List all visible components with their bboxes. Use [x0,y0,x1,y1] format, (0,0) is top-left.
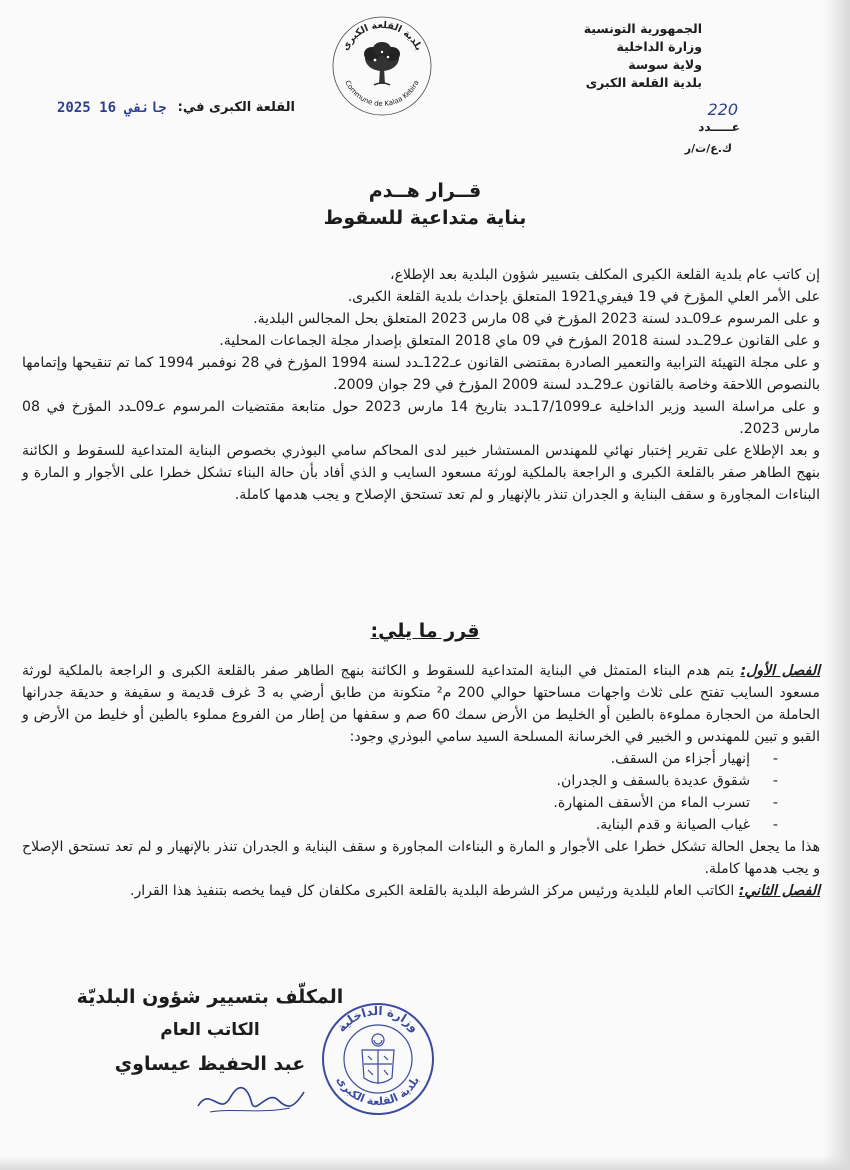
article-2-title: الفصل الثاني: [738,883,820,899]
header-line-ministry: وزارة الداخلية [616,39,702,54]
findings-list [22,748,820,836]
article-2-text: الكاتب العام للبلدية ورئيس مركز الشرطة البلدية بالقلعة الكبرى مكلفان كل فيما يخصه بتنفيذ هذا القرار. [129,883,735,899]
reference-code: ك.ع/ت/ر [684,142,732,155]
article-1 [22,660,820,748]
olive-tree-icon [364,42,400,85]
signatory-name: عبد الحفيظ عيساوي [114,1053,306,1075]
reference-number: 220 [707,100,738,119]
article-1-title: الفصل الأول: [740,663,820,679]
preamble-paragraph: إن كاتب عام بلدية القلعة الكبرى المكلف بتسيير شؤون البلدية بعد الإطلاع، [390,267,820,283]
municipality-logo [330,14,434,118]
signatory-role: الكاتب العام [160,1020,260,1040]
header-line-governorate: ولاية سوسة [628,57,702,72]
date-label: القلعة الكبرى في: [177,100,295,115]
signatory-title: المكلّف بتسيير شؤون البلديّة [76,986,344,1008]
preamble-paragraph: على الأمر العلي المؤرخ في 19 فيفري1921 المتعلق بإحداث بلدية القلعة الكبرى. [347,289,820,305]
stamp-outer-text: وزارة الداخلية [334,1003,422,1035]
decision-heading: قرر ما يلي: [370,620,480,642]
preamble [22,264,820,506]
preamble-paragraph: و على مجلة التهيئة الترابية والتعمير الصادرة بمقتضى القانون عـ122ـدد لسنة 1994 المؤرخ في 28 نوفمبر 1994 كما تم تنقيحها وإتمامها بالنصوص اللاحقة وخاصة بالقانون عـ29ـدد لسنة 2009 المؤرخ في 29 جوان 2009. [22,355,820,393]
logo-latin-text: Commune de Kalaa Kebira [343,79,421,109]
svg-text:وزارة الداخلية [334,1004,422,1035]
list-item: - شقوق عديدة بالسقف و الجدران. [22,770,750,792]
list-item: - إنهيار أجزاء من السقف. [22,748,750,770]
reference-label: عـــــدد [698,120,740,134]
logo-arabic-text: بلدية القلعة الكبرى [339,19,425,53]
page-edge-shadow [822,0,850,1170]
handwritten-signature [190,1078,310,1120]
stamp-inner-text: بلدية القلعة الكبرى [333,1073,423,1109]
list-item: - تسرب الماء من الأسقف المنهارة. [22,792,750,814]
articles [22,660,820,902]
document-title [0,178,850,232]
title-line-1: قــرار هــدم [368,180,482,202]
official-stamp [318,1000,438,1118]
preamble-paragraph: و على مراسلة السيد وزير الداخلية عـ17/1099ـدد بتاريخ 14 مارس 2023 حول متابعة مقتضيات المرسوم عـ09ـدد المؤرخ في 08 مارس 2023. [22,399,820,437]
article-1-text: يتم هدم البناء المتمثل في البناية المتداعية للسقوط و الكائنة بنهج الطاهر صفر بالقلعة الكبرى و الراجعة بالملكية لورثة مسعود السايب تفتح على ثلاث واجهات مساحتها حوالي 200 م² متكونة من طابق أرضي به 3 غرف قديمة و سقيفة و حديقة جدرانها الحاملة من الحجارة مملوءة بالطين أو الخليط من الأرض سمك 60 صم و سقفها من إطار من الفروع مملوء بالطين أو خليط من الأرض و القبو و تبين للمهندس و الخبير في الخرسانة المسلحة السيد سامي البوذري وجود: [22,663,820,745]
title-line-2: بناية متداعية للسقوط [323,207,527,229]
page-bottom-shadow [0,1156,850,1170]
preamble-paragraph: و بعد الإطلاع على تقرير إختبار نهائي للمهندس المستشار خبير لدى المحاكم سامي البوذري بخصوص البناية المتداعية للسقوط و الكائنة بنهج الطاهر صفر بالقلعة الكبرى و الراجعة بالملكية لورثة مسعود السايب و الذي أفاد بأن حالة البناء تشكل خطرا على الأجوار و المارة و البناءات المجاورة و سقف البناية و الجدران تنذر بالإنهيار و لم تعد تستحق الإصلاح و يجب هدمها كاملة. [22,443,820,503]
tunisia-emblem-icon [362,1034,394,1084]
signature-block [60,980,360,1082]
preamble-paragraph: و على القانون عـ29ـدد لسنة 2018 المؤرخ في 09 ماي 2018 المتعلق بإصدار مجلة الجماعات المحلية. [219,333,820,349]
article-1-conclusion: هذا ما يجعل الحالة تشكل خطرا على الأجوار و المارة و البناءات المجاورة و سقف البناية و الجدران تنذر بالإنهيار و لم تعد تستحق الإصلاح و يجب هدمها كاملة. [22,839,820,877]
header-line-republic: الجمهورية التونسية [583,21,702,36]
header-line-municipality: بلدية القلعة الكبرى [585,75,702,90]
official-header [542,20,702,92]
preamble-paragraph: و على المرسوم عـ09ـدد لسنة 2023 المؤرخ في 08 مارس 2023 المتعلق بحل المجالس البلدية. [253,311,820,327]
list-item: - غياب الصيانة و قدم البناية. [22,814,750,836]
article-2 [22,880,820,902]
date-line [55,98,295,122]
date-value: 2025 جانفي 16 [57,100,167,116]
